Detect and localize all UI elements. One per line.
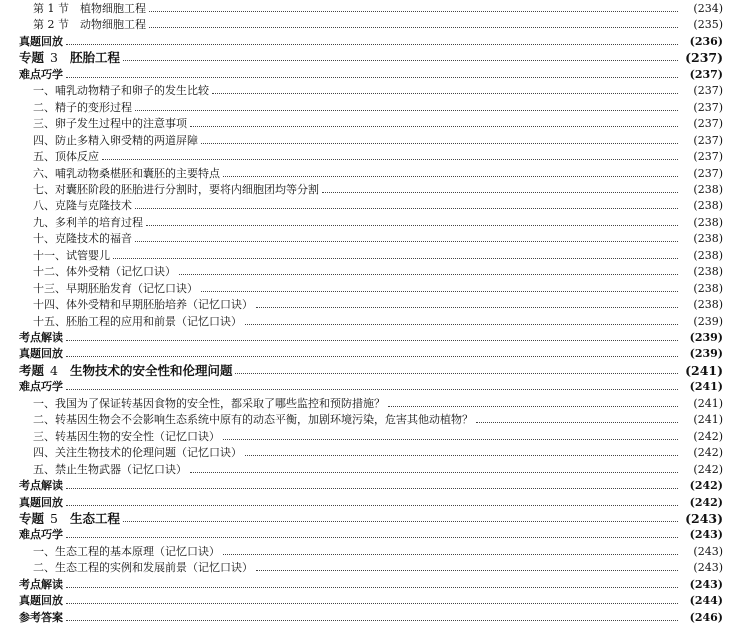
toc-entry [0,16,733,34]
dot-leader [190,125,678,127]
toc-entry [0,49,733,67]
page-number: (242) [693,462,723,476]
section-heading: 真题回放 [19,594,63,608]
toc-entry [0,362,733,380]
page-number: (238) [693,248,723,262]
entry-title: 九、多利羊的培育过程 [33,215,143,229]
section-heading: 真题回放 [19,347,63,361]
dot-leader [66,388,678,390]
section-heading: 难点巧学 [19,528,63,542]
section-heading: 考点解读 [19,577,63,591]
toc-entry [0,296,733,314]
toc-entry [0,510,733,528]
dot-leader [149,26,678,28]
page-number: (241) [693,396,723,410]
page-number: (238) [693,199,723,213]
section-heading: 真题回放 [19,495,63,509]
toc-entry [0,66,733,84]
page-number: (242) [693,429,723,443]
dot-leader [66,43,678,45]
entry-title: 第 1 节 植物细胞工程 [33,2,146,15]
dot-leader [135,207,678,209]
dot-leader [223,553,678,555]
chapter-prefix: 专题 [19,50,45,66]
toc-entry [0,526,733,544]
toc-entry [0,33,733,51]
page-number: (238) [693,232,723,246]
chapter-title: 胚胎工程 [69,50,120,66]
dot-leader [149,10,678,12]
toc-entry [0,411,733,429]
entry-title: 二、生态工程的实例和发展前景（记忆口诀） [33,561,253,575]
page-number: (242) [689,479,723,493]
chapter-number: 4 [50,362,58,378]
toc-entry [0,395,733,413]
dot-leader [66,487,678,489]
entry-title: 五、禁止生物武器（记忆口诀） [33,462,187,476]
page-number: (237) [693,100,723,114]
page-number: (243) [689,528,723,542]
toc-entry [0,214,733,232]
chapter-title: 生物技术的安全性和伦理问题 [69,362,233,378]
dot-leader [223,175,678,177]
entry-title: 十四、体外受精和早期胚胎培养（记忆口诀） [33,298,253,312]
page-number: (237) [693,166,723,180]
toc-entry [0,99,733,117]
dot-leader [256,306,678,308]
chapter-number: 5 [50,510,58,526]
toc-entry [0,82,733,100]
page-number: (238) [693,265,723,279]
toc-entry [0,148,733,166]
page-number: (243) [685,510,723,526]
entry-title: 四、关注生物技术的伦理问题（记忆口诀） [33,446,242,460]
dot-leader [113,257,678,259]
chapter-heading [19,510,120,528]
dot-leader [135,109,678,111]
entry-title: 第 2 节 动物细胞工程 [33,18,146,32]
entry-title: 四、防止多精入卵受精的两道屏障 [33,133,198,147]
dot-leader [66,76,678,78]
page-number: (236) [689,34,723,48]
dot-leader [66,586,678,588]
toc-entry [0,165,733,183]
toc-entry [0,494,733,512]
page-number: (237) [689,67,723,81]
dot-leader [322,191,678,193]
toc-entry [0,592,733,610]
page-number: (235) [693,18,723,32]
section-heading: 参考答案 [19,610,63,624]
entry-title: 十五、胚胎工程的应用和前景（记忆口诀） [33,314,242,328]
page-number: (242) [693,446,723,460]
toc-entry [0,345,733,363]
dot-leader [66,619,678,621]
dot-leader [66,355,678,357]
dot-leader [245,454,678,456]
entry-title: 十三、早期胚胎发育（记忆口诀） [33,281,198,295]
dot-leader [201,142,678,144]
page-number: (238) [693,298,723,312]
toc-entry [0,197,733,215]
dot-leader [256,569,678,571]
page-number: (239) [689,347,723,361]
page-number: (244) [689,594,723,608]
page-number: (241) [693,413,723,427]
page-number: (246) [689,610,723,624]
dot-leader [245,323,678,325]
entry-title: 三、卵子发生过程中的注意事项 [33,117,187,131]
entry-title: 二、转基因生物会不会影响生态系统中原有的动态平衡，加剧环境污染，危害其他动植物？ [33,413,473,427]
chapter-number: 3 [50,50,58,66]
entry-title: 十、克隆技术的福音 [33,232,132,246]
entry-title: 一、我国为了保证转基因食物的安全性，都采取了哪些监控和预防措施？ [33,396,385,410]
page-number: (237) [693,133,723,147]
dot-leader [123,520,678,522]
toc-entry [0,263,733,281]
section-heading: 考点解读 [19,331,63,344]
toc-entry [0,0,733,18]
page-number: (241) [689,380,723,394]
toc-entry [0,576,733,594]
toc-entry [0,329,733,347]
toc-entry [0,280,733,298]
page-number: (234) [693,2,723,15]
chapter-prefix: 专题 [19,510,45,526]
entry-title: 六、哺乳动物桑椹胚和囊胚的主要特点 [33,166,220,180]
dot-leader [102,158,678,160]
toc-entry [0,181,733,199]
page-number: (243) [689,577,723,591]
entry-title: 十一、试管婴儿 [33,248,110,262]
dot-leader [66,504,678,506]
entry-title: 一、生态工程的基本原理（记忆口诀） [33,544,220,558]
entry-title: 一、哺乳动物精子和卵子的发生比较 [33,84,209,98]
toc-entry [0,230,733,248]
chapter-heading [19,362,232,380]
toc-entry [0,477,733,495]
dot-leader [212,92,678,94]
dot-leader [201,290,678,292]
chapter-title: 生态工程 [69,510,120,526]
page-number: (239) [689,331,723,344]
toc-entry [0,247,733,265]
dot-leader [223,438,678,440]
chapter-prefix: 考题 [19,362,45,378]
dot-leader [146,224,678,226]
page-number: (238) [693,182,723,196]
dot-leader [66,339,678,341]
dot-leader [66,536,678,538]
toc-entry [0,115,733,133]
toc-entry [0,428,733,446]
dot-leader [190,471,678,473]
dot-leader [476,421,678,423]
dot-leader [123,59,678,61]
chapter-heading [19,49,120,67]
toc-entry [0,313,733,331]
toc-entry [0,543,733,561]
entry-title: 二、精子的变形过程 [33,100,132,114]
page-number: (237) [693,150,723,164]
dot-leader [135,240,678,242]
page-number: (243) [693,544,723,558]
page-number: (242) [689,495,723,509]
entry-title: 八、克隆与克隆技术 [33,199,132,213]
dot-leader [388,405,678,407]
toc-entry [0,444,733,462]
page-number: (237) [693,117,723,131]
entry-title: 七、对囊胚阶段的胚胎进行分割时，要将内细胞团均等分割 [33,182,319,196]
section-heading: 真题回放 [19,34,63,48]
page-number: (237) [685,50,723,66]
page-number: (239) [693,314,723,328]
section-heading: 难点巧学 [19,67,63,81]
entry-title: 三、转基因生物的安全性（记忆口诀） [33,429,220,443]
page-number: (238) [693,215,723,229]
dot-leader [179,273,678,275]
section-heading: 考点解读 [19,479,63,493]
dot-leader [235,372,678,374]
toc-entry [0,461,733,479]
entry-title: 五、顶体反应 [33,150,99,164]
page-number: (241) [685,362,723,378]
page-number: (243) [693,561,723,575]
toc-entry [0,559,733,577]
page-number: (238) [693,281,723,295]
toc-entry [0,378,733,396]
section-heading: 难点巧学 [19,380,63,394]
page-number: (237) [693,84,723,98]
dot-leader [66,602,678,604]
toc-entry [0,132,733,150]
entry-title: 十二、体外受精（记忆口诀） [33,265,176,279]
